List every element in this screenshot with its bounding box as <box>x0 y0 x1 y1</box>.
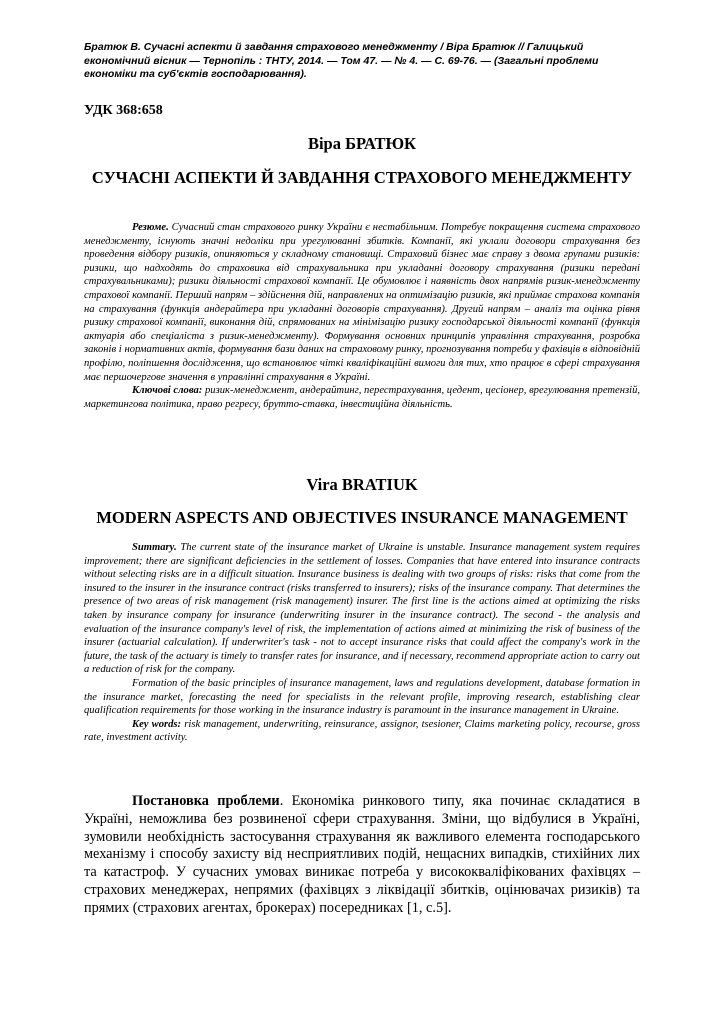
keywords-text-ua: ризик-менеджмент, андерайтинг, перестрахування, цедент, цесіонер, врегулювання претензій, маркетингова політика, право регресу, брутто-ставка, інвестиційна діяльність. <box>84 385 641 410</box>
keywords-paragraph-en <box>84 718 640 745</box>
summary-label-en: Summary. <box>132 542 177 553</box>
summary-paragraph-ua <box>84 221 640 384</box>
summary-text-ua: Сучасний стан страхового ринку України є нестабільним. Потребує покращення система страхового менеджменту, існують значні недоліки при урегулюванні збитків. Компанії, які уклали договори страхування без проведення відбору ризиків, опиняються у складному становищі. Страховий бізнес має справу з двома групами ризиків: ризики, що надходять до страховика від страхувальника при укладанні договору страхування (ризики передані страхувальниками); ризики діяльності страхової компанії. Це обумовлює і наявність двох напрямів ризик-менеджменту страхової компанії. Перший напрям – здійснення дій, направлених на оптимізацію ризиків, які приймає страхова компанія на страхування (функція андерайтера при укладанні договорів страхування). Другий напрям – аналіз та оцінка рівня ризику страхової компанії, виконання дій, спрямованих на мінімізацію ризику господарської діяльності компанії (функція актуарія або спеціаліста з ризик-менеджменту). Формування основних принципів управління страхування, розробка законів і нормативних актів, формування бази даних на страховому ринку, прогнозування потреби у фахівців в відповідній профілю, поліпшення дослідження, що встановлює чіткі кваліфікаційні вимоги для тих, хто працює в сфері страхування має першочергове значення в управлінні страхування в Україні. <box>84 222 640 383</box>
bibliographic-citation: Братюк В. Сучасні аспекти й завдання страхового менеджменту / Віра Братюк // Галицький економічний вісник — Тернопіль : ТНТУ, 2014. — Том 47. — № 4. — С. 69-76. — (Загальні проблеми економіки та суб'єктів господарювання). <box>84 41 599 81</box>
keywords-label-ua: Ключові слова: <box>132 385 203 397</box>
author-name-ua: Віра БРАТЮК <box>307 134 417 153</box>
udc-code: УДК 368:658 <box>84 103 163 118</box>
body-section <box>84 793 640 918</box>
keywords-paragraph-ua <box>84 384 640 411</box>
problem-statement-heading: Постановка проблеми <box>132 793 280 809</box>
abstract-ua <box>84 221 640 411</box>
abstract-en <box>84 541 640 745</box>
summary-label-ua: Резюме. <box>132 222 169 233</box>
article-title-en: MODERN ASPECTS AND OBJECTIVES INSURANCE MANAGEMENT <box>96 508 628 527</box>
article-title-ua: СУЧАСНІ АСПЕКТИ Й ЗАВДАННЯ СТРАХОВОГО МЕНЕДЖМЕНТУ <box>91 168 633 187</box>
summary-paragraph-en <box>84 541 640 677</box>
body-paragraph <box>84 793 640 918</box>
body-paragraph-text: . Економіка ринкового типу, яка починає складатися в Україні, неможлива без розвиненої сфери страхування. Зміни, що відбулися в Україні, зумовили необхідність застосування страхування як важливого елемента господарського механізму і способу захисту від несприятливих подій, нещасних випадків, стихійних лих та катастроф. У сучасних умовах виникає потреба у висококваліфікованих фахівцях – страхових менеджерах, непрямих (фахівцях з ліквідації збитків, оцінювачах ризиків) та прямих (страхових агентах, брокерах) посередниках [1, с.5]. <box>84 793 640 916</box>
author-name-en: Vira BRATIUK <box>306 475 418 494</box>
summary-text-en: The current state of the insurance market of Ukraine is unstable. Insurance management system requires improvement; there are significant deficiencies in the settlement of losses. Companies that have entered into insurance contracts without selecting risks are in a difficult situation. Insurance business is dealing with two groups of risks: risks that come from the insured to the insurer in the insurance contract (risks transferred to insurers); risks of the insurance company. That determines the presence of two areas of risk management (risk management) insurer. The first line is the actions aimed at optimizing the risks taken by insurance company for insurance (underwriting insurer in the insurance contract). The second - the analysis and evaluation of the insurance company's level of risk, the implementation of actions aimed at minimizing the risk of business of the insurer (actuarial calculation). If underwriter's task - not to accept insurance risks that could affect the company's work in the future, the task of the actuary is timely to transfer rates for insurance, and if necessary, recommend appropriate action to carry out a reduction of risk for the company. <box>84 542 640 676</box>
keywords-label-en: Key words: <box>132 718 182 730</box>
keywords-text-en: risk management, underwriting, reinsurance, assignor, tsesioner, Claims marketing policy, recourse, gross rate, investment activity. <box>84 718 640 744</box>
summary-paragraph-en-2: Formation of the basic principles of insurance management, laws and regulations development, database formation in the insurance market, forecasting the need for specialists in the relevant profile, improving research, establishing clear qualification requirements for those working in the insurance industry is paramount in the insurance management in Ukraine. <box>84 677 640 717</box>
